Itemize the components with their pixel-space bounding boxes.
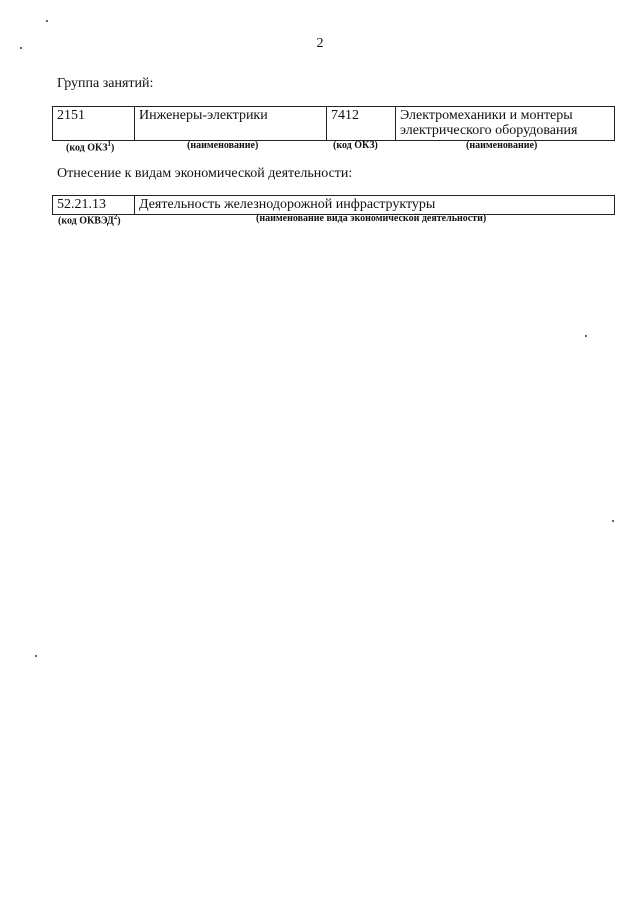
occupation-name-line2: электрического оборудования — [400, 123, 578, 138]
table-row — [53, 107, 615, 141]
caption-okz-code: (код ОКЗ$^1$) — [66, 140, 115, 154]
caption-activity-name: (наименование вида экономической деятельности) — [256, 213, 487, 224]
scan-speck — [585, 335, 587, 337]
page-number: 2 — [316, 36, 324, 51]
occupation-group-heading: Группа занятий: — [57, 76, 154, 91]
okved-code-cell: 52.21.13 — [53, 196, 135, 215]
scan-speck — [20, 47, 22, 49]
okz-code-cell: 2151 — [53, 107, 135, 141]
caption-okz-code-2: (код ОКЗ) — [333, 140, 378, 151]
occupation-name-cell-2 — [396, 107, 615, 141]
scan-speck — [46, 20, 48, 22]
caption-name: (наименование) — [187, 140, 259, 151]
okz-code-cell-2: 7412 — [327, 107, 396, 141]
economic-activity-table — [52, 195, 615, 215]
caption-name-2: (наименование) — [466, 140, 538, 151]
occupation-name-cell: Инженеры-электрики — [135, 107, 327, 141]
caption-okved-code: (код ОКВЭД$^2$) — [58, 213, 121, 227]
occupation-name-line1: Электромеханики и монтеры — [400, 108, 573, 123]
activity-name-cell: Деятельность железнодорожной инфраструктуры — [135, 196, 615, 215]
economic-activity-heading: Отнесение к видам экономической деятельности: — [57, 166, 353, 181]
table-row — [53, 196, 615, 215]
scan-speck — [35, 655, 37, 657]
scan-speck — [612, 520, 614, 522]
occupation-group-table — [52, 106, 615, 141]
